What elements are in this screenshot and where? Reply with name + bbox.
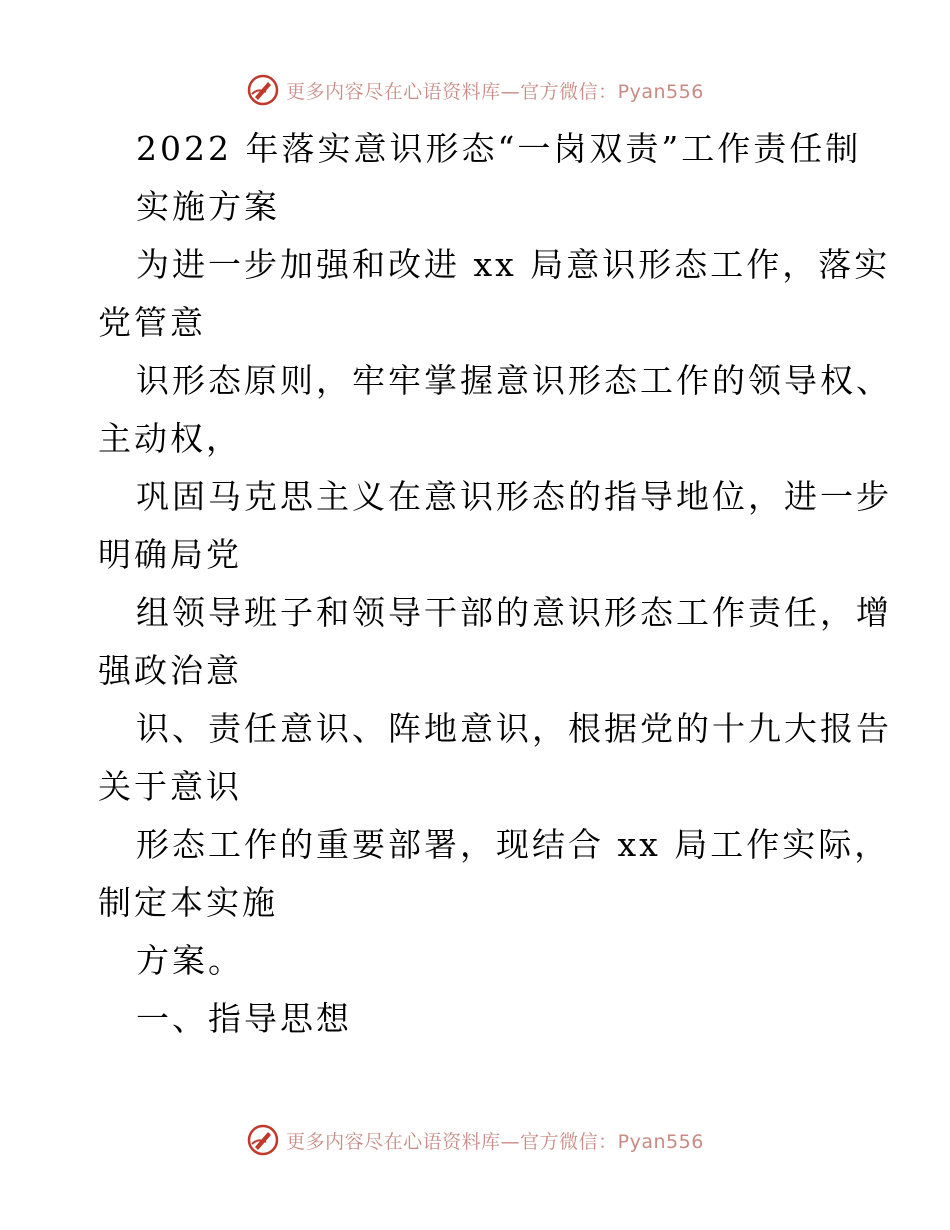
paragraph-line: 制定本实施 — [98, 883, 278, 922]
footer-watermark — [0, 1120, 950, 1160]
paragraph-line: 方案。 — [136, 941, 244, 980]
paragraph-line: 巩固马克思主义在意识形态的指导地位，进一步 — [136, 477, 892, 516]
document-title: 2022 年落实意识形态“一岗双责”工作责任制 — [136, 129, 862, 168]
section-heading: 一、指导思想 — [136, 999, 352, 1038]
paragraph-line: 为进一步加强和改进 xx 局意识形态工作，落实 — [136, 245, 891, 284]
pen-circle-logo-icon — [246, 73, 280, 107]
watermark-text: 更多内容尽在心语资料库—官方微信：Pyan556 — [286, 80, 704, 103]
paragraph-line: 党管意 — [98, 303, 206, 342]
watermark-text: 更多内容尽在心语资料库—官方微信：Pyan556 — [286, 1130, 704, 1153]
paragraph-line: 主动权， — [98, 419, 242, 458]
paragraph-line: 识形态原则，牢牢掌握意识形态工作的领导权、 — [136, 361, 892, 400]
paragraph-line: 组领导班子和领导干部的意识形态工作责任，增 — [136, 593, 892, 632]
document-subtitle: 实施方案 — [136, 187, 280, 226]
paragraph-line: 明确局党 — [98, 535, 242, 574]
pen-circle-logo-icon — [246, 1123, 280, 1157]
paragraph-line: 关于意识 — [98, 767, 242, 806]
header-watermark — [0, 70, 950, 110]
paragraph-line: 强政治意 — [98, 651, 242, 690]
paragraph-line: 识、责任意识、阵地意识，根据党的十九大报告 — [136, 709, 892, 748]
paragraph-line: 形态工作的重要部署，现结合 xx 局工作实际， — [136, 825, 891, 864]
